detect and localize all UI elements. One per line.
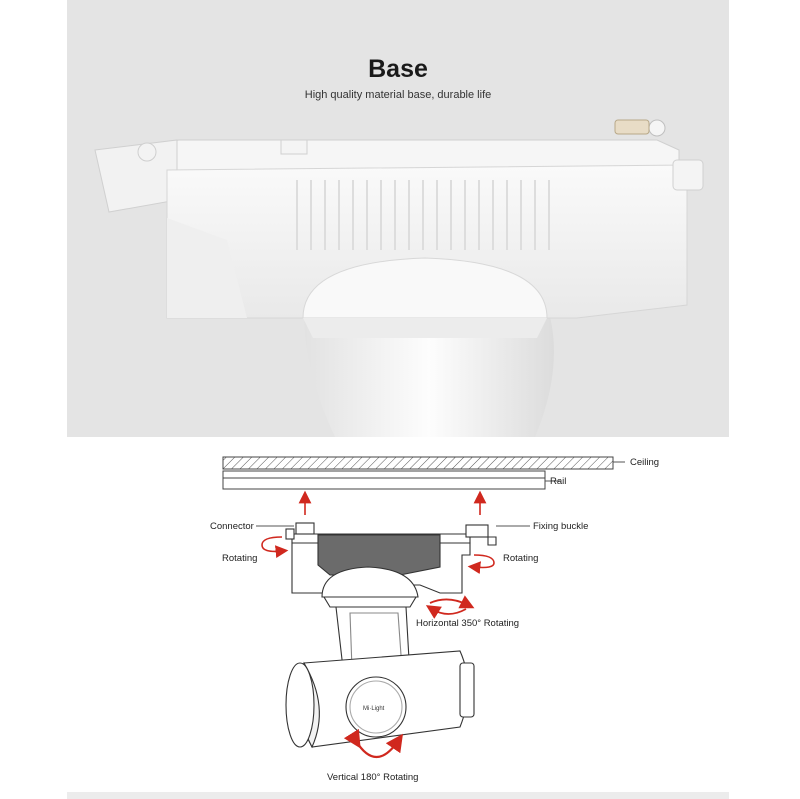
page-subtitle: High quality material base, durable life (304, 89, 492, 101)
rail-bar (223, 471, 545, 489)
rotating-left-label: Rotating (222, 553, 258, 564)
rotate-arrow-right (474, 555, 494, 568)
rail-label: Rail (550, 476, 567, 487)
brand-logo: Mi·Light (363, 706, 385, 712)
fixing-buckle-label: Fixing buckle (533, 521, 589, 532)
horizontal-rotate-arrow-top (430, 599, 468, 605)
vertical-rotating-label: Vertical 180° Rotating (327, 772, 419, 783)
rotating-right-label: Rotating (503, 553, 539, 564)
ceiling-label: Ceiling (630, 457, 660, 468)
connector-label: Connector (210, 521, 254, 532)
vertical-rotate-arrow (356, 741, 398, 757)
ceiling-bar (223, 457, 613, 469)
product-photo-panel (67, 0, 729, 437)
track-light-drawing (286, 523, 496, 747)
page-title: Base (368, 55, 428, 83)
bottom-strip (67, 792, 729, 799)
horizontal-rotate-arrow-bottom (432, 609, 466, 614)
installation-diagram (0, 437, 800, 799)
rotate-arrow-left (262, 537, 282, 551)
horizontal-rotating-label: Horizontal 350° Rotating (416, 618, 520, 629)
